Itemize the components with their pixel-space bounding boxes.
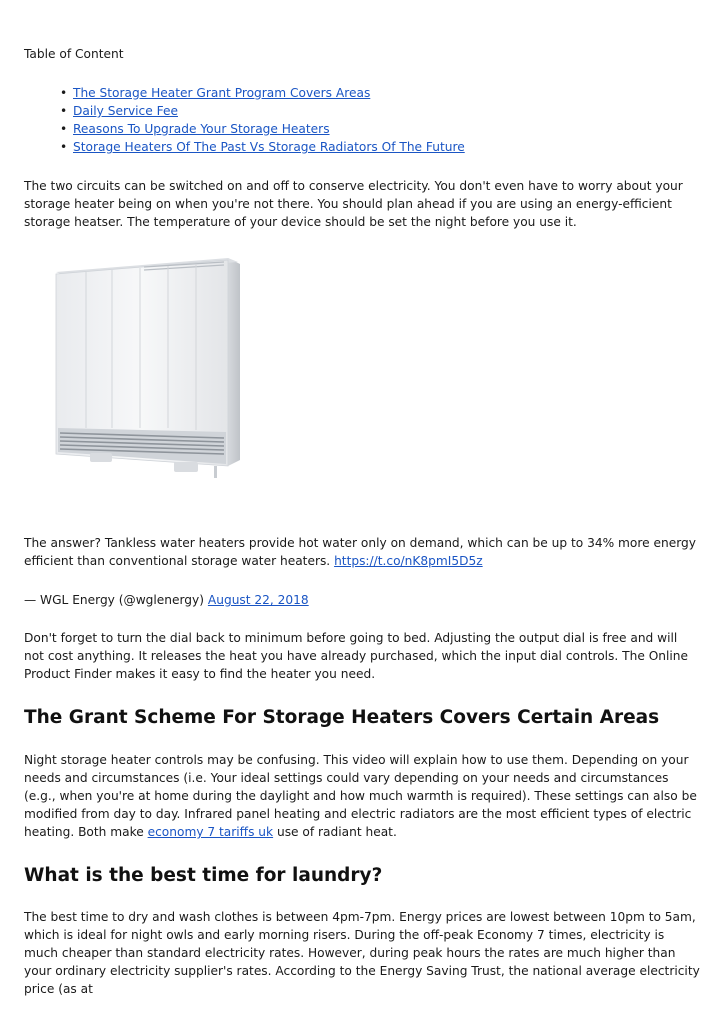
toc-item <box>60 84 465 102</box>
tweet-date-link[interactable]: August 22, 2018 <box>207 593 309 607</box>
paragraph-controls <box>24 751 700 841</box>
paragraph-controls-text: Night storage heater controls may be confusing. This video will explain how to use them. Depending on your needs and circumstances (i.e. Your ideal settings could vary depending on your needs and circumstances (e.g., when you're at home during the daylight and how much warmth is required). These settings can also be modified from day to day. Infrared panel heating and electric radiators are the most efficient types of electric heating. Both make <box>24 753 697 839</box>
paragraph-controls-tail: use of radiant heat. <box>273 825 397 839</box>
storage-heater-image <box>48 250 248 490</box>
paragraph-dial: Don't forget to turn the dial back to minimum before going to bed. Adjusting the output dial is free and will not cost anything. It releases the heat you have already purchased, which the input dial controls. The Online Product Finder makes it easy to find the heater you need. <box>24 631 689 681</box>
toc-link-reasons-upgrade[interactable]: Reasons To Upgrade Your Storage Heaters <box>73 122 330 136</box>
toc-link-daily-service-fee[interactable]: Daily Service Fee <box>73 104 178 118</box>
tweet-text <box>24 534 700 570</box>
tweet-link[interactable]: https://t.co/nK8pmI5D5z <box>334 554 483 568</box>
toc-item <box>60 120 465 138</box>
paragraph-laundry: The best time to dry and wash clothes is between 4pm-7pm. Energy prices are lowest between 10pm to 5am, which is ideal for night owls and early morning risers. During the off-peak Economy 7 times, electricity is much cheaper than standard electricity rates. However, during peak hours the rates are much higher than your ordinary electricity supplier's rates. According to the Energy Saving Trust, the national average electricity price (as at <box>24 910 700 996</box>
toc-title: Table of Content <box>24 47 124 61</box>
toc-link-grant-program[interactable]: The Storage Heater Grant Program Covers Areas <box>73 86 371 100</box>
economy7-tariffs-link[interactable]: economy 7 tariffs uk <box>147 825 274 839</box>
tweet-body: The answer? Tankless water heaters provide hot water only on demand, which can be up to 34% more energy efficient than conventional storage water heaters. <box>24 536 696 568</box>
heading-grant-scheme: The Grant Scheme For Storage Heaters Covers Certain Areas <box>24 707 660 728</box>
toc-item <box>60 138 465 156</box>
toc-link-past-vs-future[interactable]: Storage Heaters Of The Past Vs Storage Radiators Of The Future <box>73 140 465 154</box>
heading-laundry: What is the best time for laundry? <box>24 865 383 886</box>
tweet-attribution <box>24 591 700 609</box>
toc-item <box>60 102 465 120</box>
tweet-author: — WGL Energy (@wglenergy) <box>24 593 205 607</box>
toc-list <box>60 84 465 156</box>
paragraph-circuits: The two circuits can be switched on and off to conserve electricity. You don't even have to worry about your storage heater being on when you're not there. You should plan ahead if you are using an energy-efficient storage heatser. The temperature of your device should be set the night before you use it. <box>24 179 683 229</box>
